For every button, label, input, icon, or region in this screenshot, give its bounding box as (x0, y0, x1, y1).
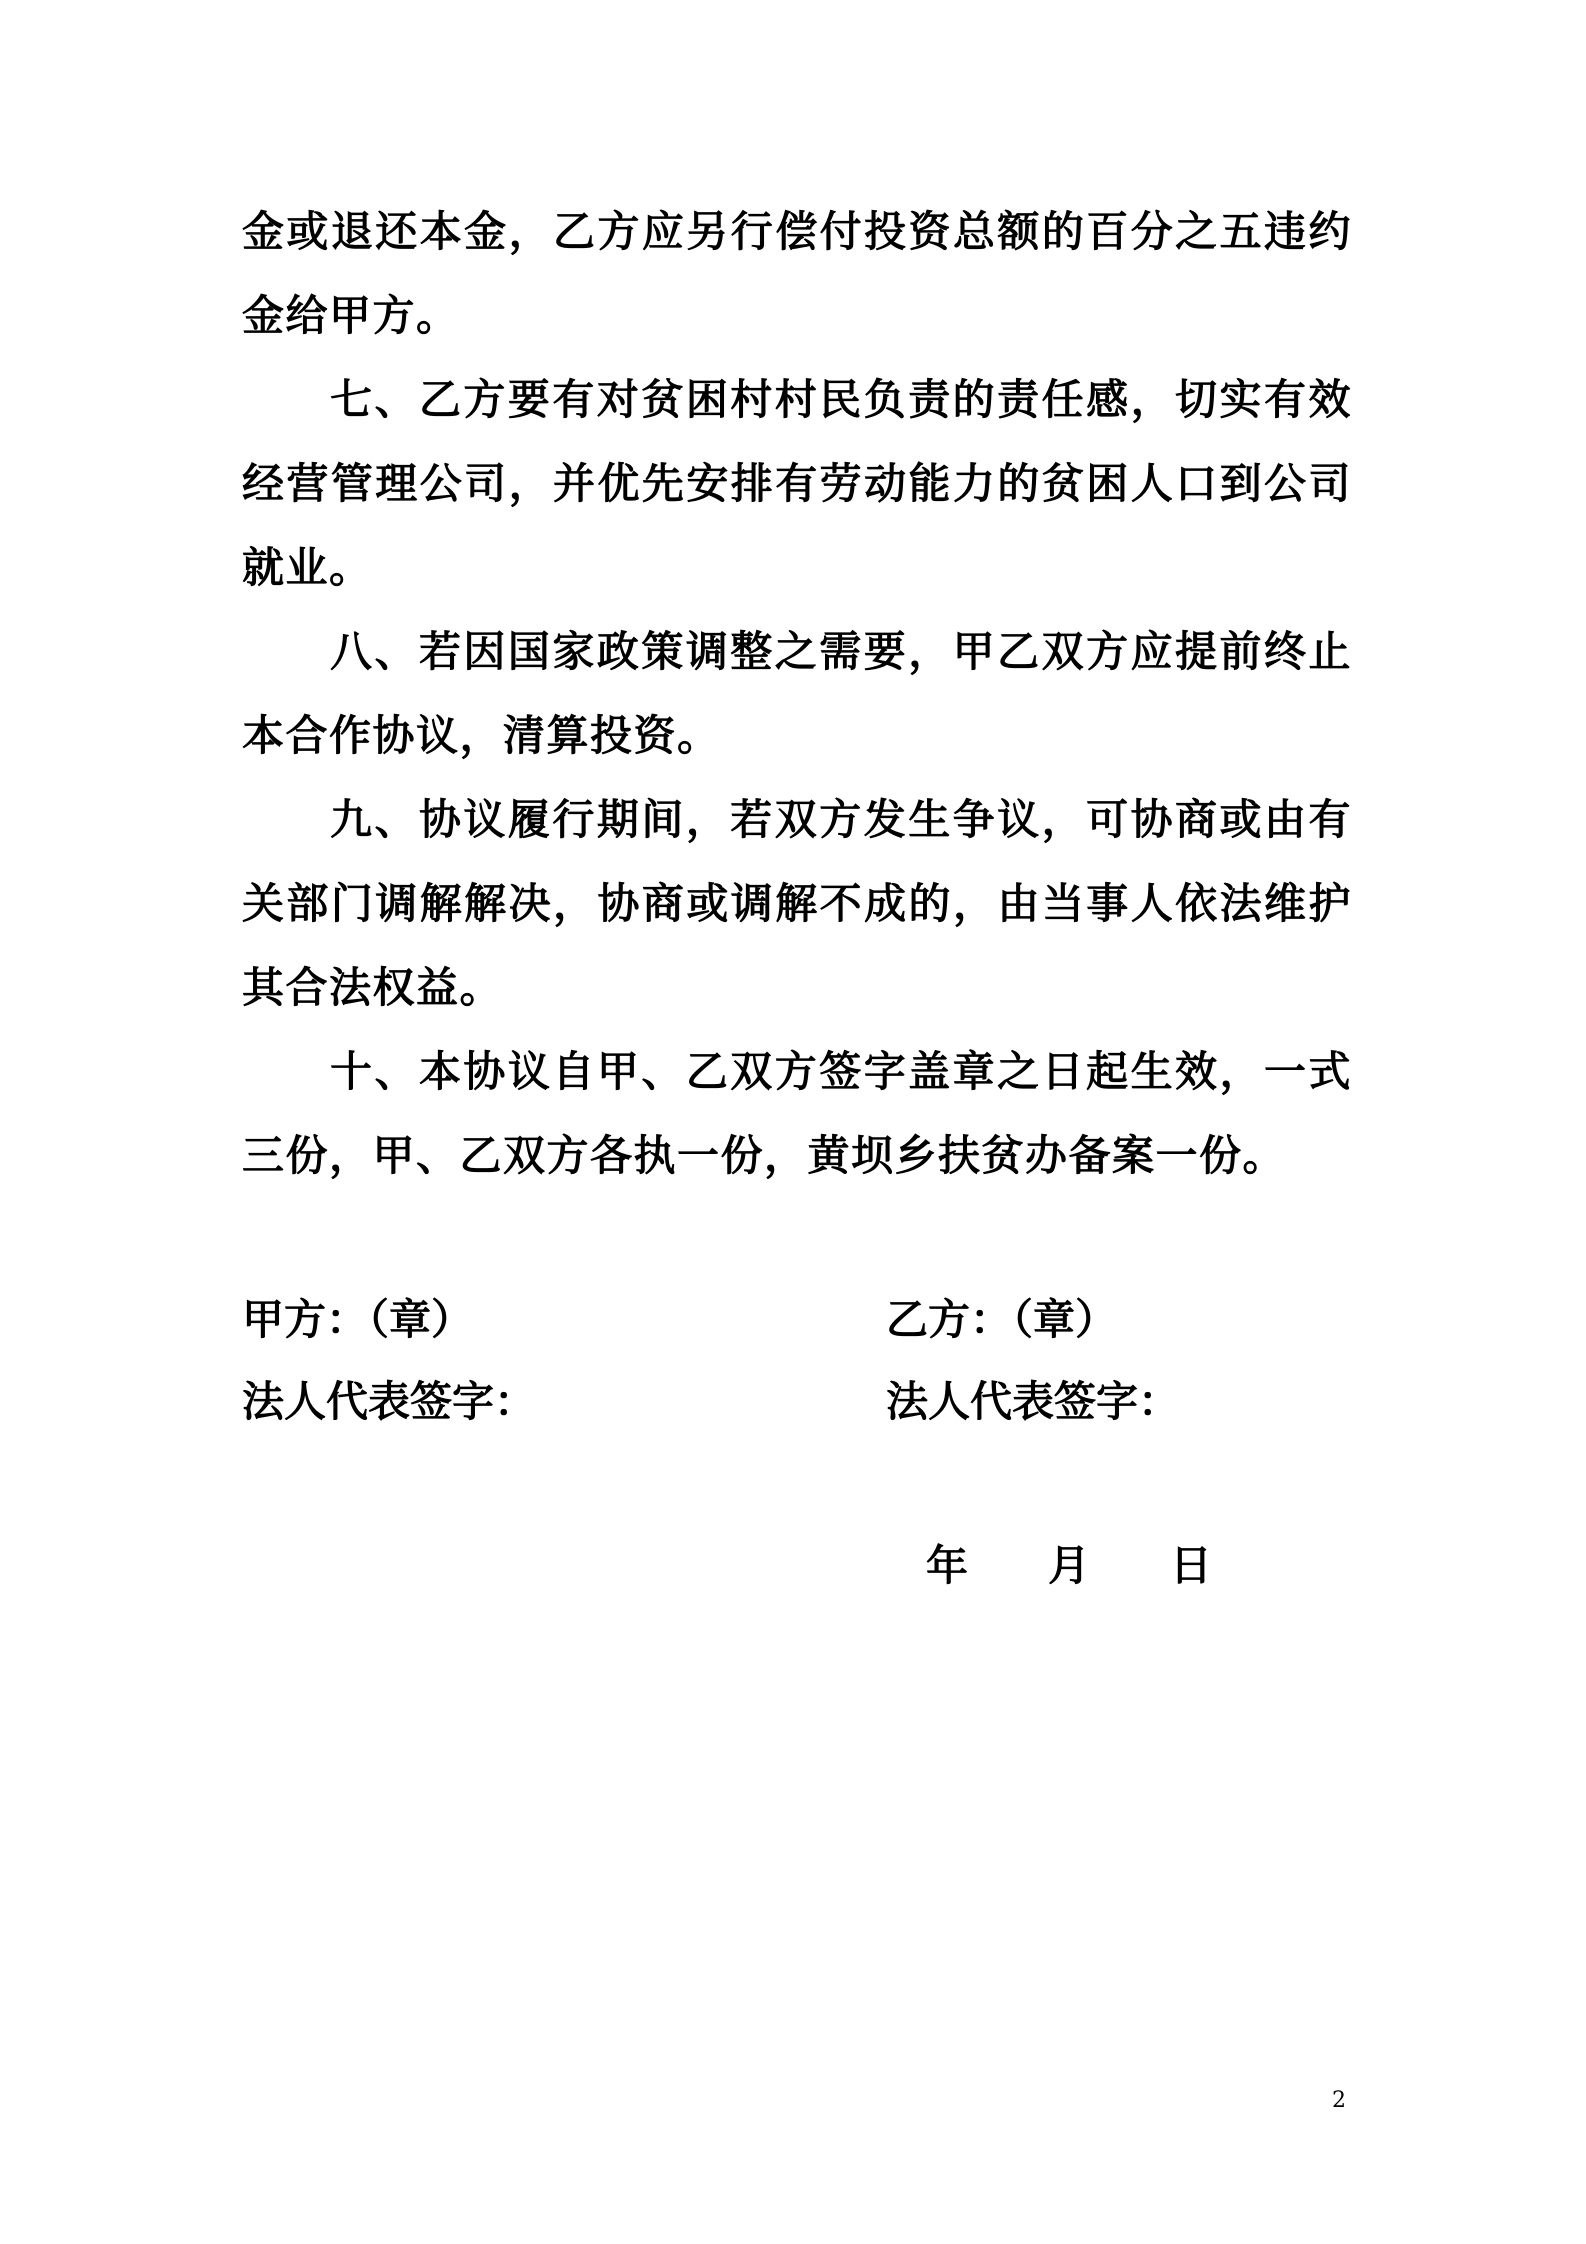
agreement-body (242, 190, 1352, 1198)
clause-nine: 九、协议履行期间，若双方发生争议，可协商或由有关部门调解解决，协商或调解不成的，由当事人依法维护其合法权益。 (242, 795, 1352, 1012)
party-a-representative-label: 法人代表签字： (242, 1377, 537, 1426)
date-day-label: 日 (1170, 1541, 1213, 1590)
party-b-representative-label: 法人代表签字： (886, 1377, 1181, 1426)
clause-eight: 八、若因国家政策调整之需要，甲乙双方应提前终止本合作协议，清算投资。 (242, 627, 1352, 760)
paragraph-continuation: 金或退还本金，乙方应另行偿付投资总额的百分之五违约金给甲方。 (242, 207, 1352, 340)
clause-ten: 十、本协议自甲、乙双方签字盖章之日起生效，一式三份，甲、乙双方各执一份，黄坝乡扶贫办备案一份。 (242, 1047, 1352, 1180)
date-month-label: 月 (1048, 1541, 1091, 1590)
party-a-seal-label: 甲方：（章） (242, 1295, 474, 1344)
date-year-label: 年 (926, 1541, 969, 1590)
signing-date (926, 1536, 1212, 1596)
party-b-seal-label: 乙方：（章） (886, 1295, 1118, 1344)
page-number: 2 (1332, 2088, 1346, 2113)
clause-seven: 七、乙方要有对贫困村村民负责的责任感，切实有效经营管理公司，并优先安排有劳动能力的贫困人口到公司就业。 (242, 375, 1352, 592)
